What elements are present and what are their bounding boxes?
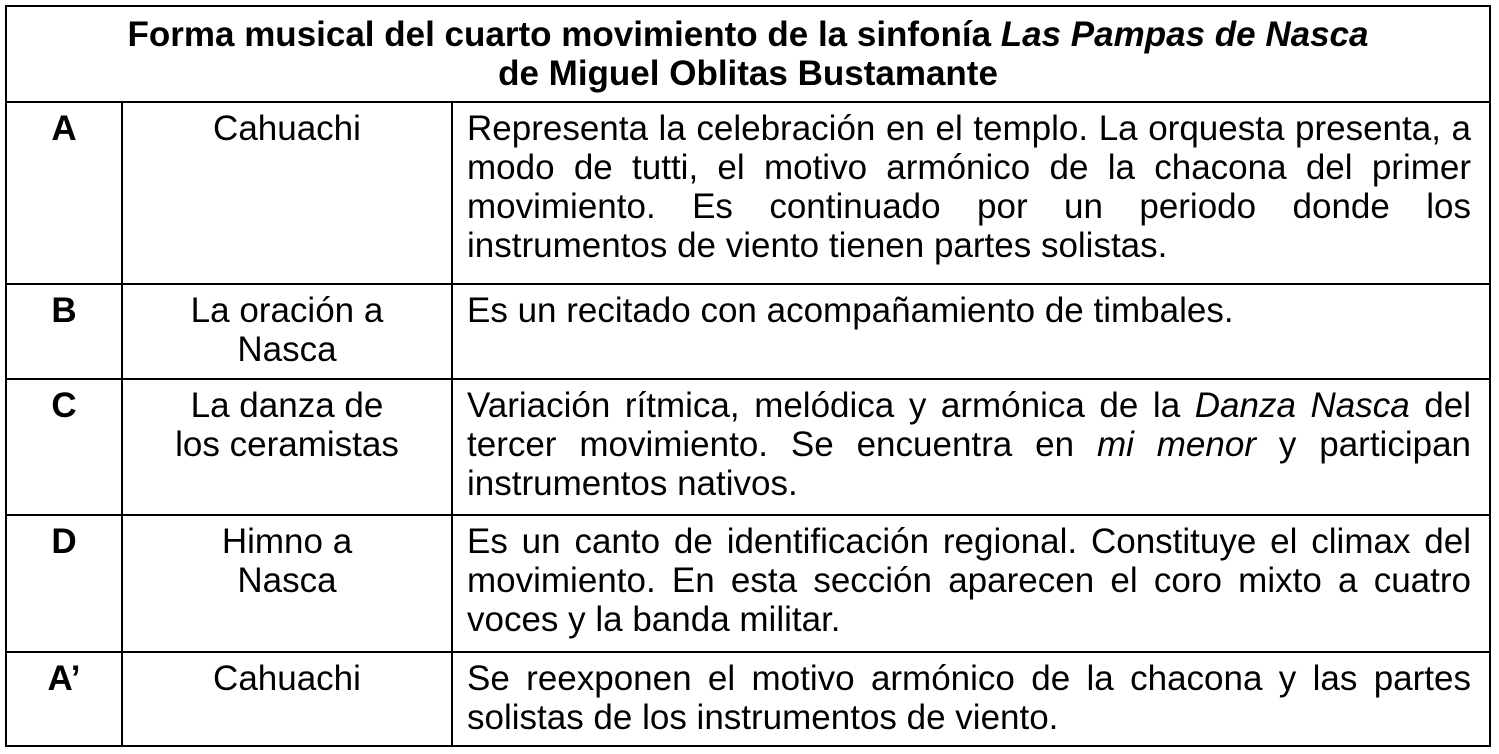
section-letter: C (6, 379, 122, 515)
section-name-line2: los ceramistas (175, 425, 399, 464)
desc-italic-2: mi menor (1096, 425, 1256, 464)
section-name-line2: Nasca (237, 330, 337, 369)
section-description: Se reexponen el motivo armónico de la chacona y las partes solistas de los instrumentos de viento. (452, 652, 1490, 746)
section-name: Cahuachi (122, 102, 452, 284)
section-description: Es un recitado con acompañamiento de timbales. (452, 284, 1490, 379)
desc-text-3: y participan instrumentos nativos. (467, 425, 1471, 503)
title-text-italic: Las Pampas de Nasca (1000, 14, 1369, 54)
desc-italic-1: Danza Nasca (1194, 386, 1410, 425)
section-letter: B (6, 284, 122, 379)
desc-text-2: del tercer movimiento. Se encuentra en (467, 386, 1472, 464)
table-header-row (6, 6, 1490, 102)
section-name-line1: Himno a (221, 522, 353, 561)
table-row (6, 284, 1490, 379)
section-name-line2: Nasca (237, 561, 337, 600)
title-text-part1: Forma musical del cuarto movimiento de la sinfonía (127, 14, 1001, 54)
section-description (452, 379, 1490, 515)
table-row (6, 102, 1490, 284)
section-letter: D (6, 515, 122, 652)
desc-text-1: Variación rítmica, melódica y armónica de la (467, 386, 1195, 425)
section-letter: A (6, 102, 122, 284)
section-name-line1: La oración a (190, 291, 384, 330)
table-row (6, 379, 1490, 515)
table-row (6, 652, 1490, 746)
section-description: Es un canto de identificación regional. Constituye el climax del movimiento. En esta sección aparecen el coro mixto a cuatro voces y la banda militar. (452, 515, 1490, 652)
table-row (6, 515, 1490, 652)
section-name: Cahuachi (122, 652, 452, 746)
table-title (6, 6, 1490, 102)
section-name-line1: La danza de (190, 386, 384, 425)
title-text-part2: de Miguel Oblitas Bustamante (498, 53, 998, 93)
musical-form-table (5, 5, 1491, 747)
section-letter: A’ (6, 652, 122, 746)
section-name (122, 284, 452, 379)
section-name (122, 515, 452, 652)
section-description: Representa la celebración en el templo. La orquesta presenta, a modo de tutti, el motivo armónico de la chacona del primer movimiento. Es continuado por un periodo donde los instrumentos de viento tienen partes solistas. (452, 102, 1490, 284)
section-name (122, 379, 452, 515)
